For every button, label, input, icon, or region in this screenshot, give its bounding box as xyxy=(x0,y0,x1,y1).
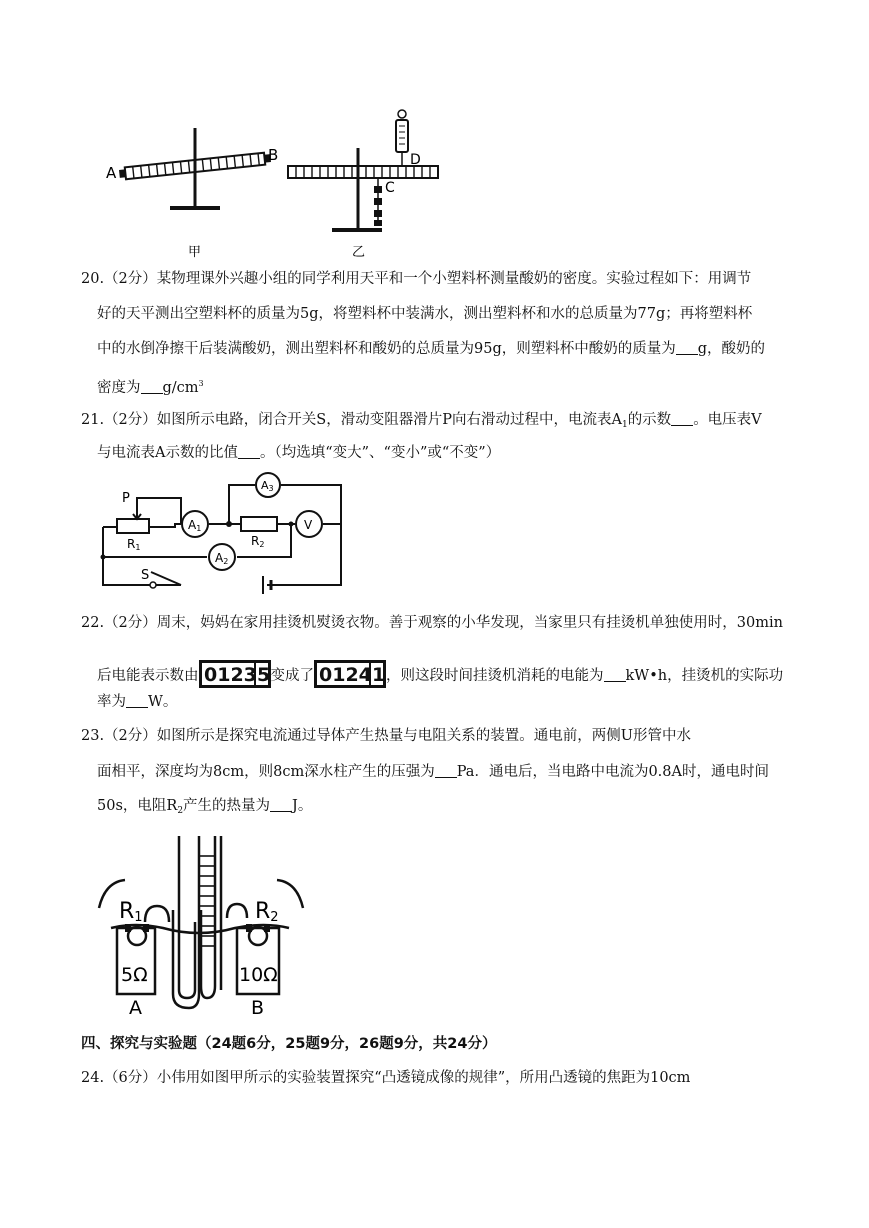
q21-line-2 xyxy=(97,443,500,463)
answer-blank xyxy=(141,379,163,394)
q21-line-1-text: 21.（2分）如图所示电路，闭合开关S，滑动变阻器滑片P向右滑动过程中，电流表A xyxy=(81,412,622,428)
q20-line-4 xyxy=(97,374,204,398)
q21-line-2-text-b: 。（均选填“变大”、“变小”或“不变”） xyxy=(259,445,501,461)
q20-line-3 xyxy=(97,339,765,359)
q20-line-4-text: 密度为 xyxy=(97,380,141,396)
lever-figure xyxy=(100,108,460,268)
density-unit: g/cm xyxy=(162,380,199,396)
meter-reading-after xyxy=(314,660,386,686)
q22-line-3-text: 率为 xyxy=(97,694,126,710)
q20-line-3-text: 中的水倒净擦干后装满酸奶，测出塑料杯和酸奶的总质量为95g，则塑料杯中酸奶的质量为 xyxy=(97,341,676,357)
answer-blank xyxy=(435,763,457,778)
svg-text:0123: 0123 xyxy=(203,664,257,686)
caption-jia: 甲 xyxy=(188,245,202,260)
u-tube-figure xyxy=(95,826,310,1021)
q23-line-2-text: 面相平，深度均为8cm，则8cm深水柱产生的压强为 xyxy=(97,764,435,780)
q22-line-2-text: 后电能表示数由 xyxy=(97,668,199,684)
answer-blank xyxy=(270,797,292,812)
q22-line-2-text-d: kW•h，挂烫机的实际功 xyxy=(625,668,784,684)
q22-line-1: 22.（2分）周末，妈妈在家用挂烫机熨烫衣物。善于观察的小华发现，当家里只有挂烫机单独使用时，30min xyxy=(81,615,783,631)
q23-line-1: 23.（2分）如图所示是探究电流通过导体产生热量与电阻关系的装置。通电前，两侧U形管中水 xyxy=(81,728,692,744)
q21-line-1-text-b: 的示数 xyxy=(627,412,672,428)
q20-line-3-text-end: g，酸奶的 xyxy=(697,341,766,357)
a1-label: A1 xyxy=(188,518,202,533)
q23-line-3-text-b: 产生的热量为 xyxy=(183,798,271,814)
answer-blank xyxy=(676,340,698,355)
label-b: B xyxy=(268,146,279,164)
q20-line-2: 好的天平测出空塑料杯的质量为5g，将塑料杯中装满水，测出塑料杯和水的总质量为77g；再将塑料杯 xyxy=(97,306,753,322)
resistance-5-ohm: 5Ω xyxy=(121,964,148,986)
q23-line-2-text-b: Pa．通电后，当电路中电流为0.8A时，通电时间 xyxy=(456,764,769,780)
switch-s-label: S xyxy=(141,568,150,583)
caption-yi: 乙 xyxy=(352,245,366,260)
label-c: C xyxy=(385,180,395,196)
lever-jia xyxy=(106,128,278,260)
r2-label: R2 xyxy=(255,899,279,925)
svg-text:1: 1 xyxy=(372,664,386,686)
q23-line-3-text: 50s，电阻R xyxy=(97,798,178,814)
subscript: 2 xyxy=(177,806,184,816)
answer-blank xyxy=(671,411,693,426)
q22-line-3-text-b: W。 xyxy=(148,694,178,710)
answer-blank xyxy=(604,667,626,682)
label-b: B xyxy=(251,997,265,1019)
q24-line-1: 24.（6分）小伟用如图甲所示的实验装置探究“凸透镜成像的规律”，所用凸透镜的焦距为10cm xyxy=(81,1070,691,1086)
q21-line-1-text-c: 。电压表V xyxy=(693,412,762,428)
subscript: 1 xyxy=(621,420,628,430)
q20-line-1: 20.（2分）某物理课外兴趣小组的同学利用天平和一个小塑料杯测量酸奶的密度。实验过程如下：用调节 xyxy=(81,271,752,287)
q23-line-2 xyxy=(97,762,769,782)
circuit-diagram xyxy=(95,472,355,594)
q21-line-1 xyxy=(81,410,762,435)
label-a: A xyxy=(129,997,142,1019)
svg-text:5: 5 xyxy=(256,664,270,686)
resistance-10-ohm: 10Ω xyxy=(239,964,278,986)
unit-superscript: 3 xyxy=(198,379,204,388)
q22-line-2-text-c: ，则这段时间挂烫机消耗的电能为 xyxy=(386,668,604,684)
q23-line-3 xyxy=(97,796,312,821)
lever-yi xyxy=(288,110,438,260)
q21-line-2-text: 与电流表A示数的比值 xyxy=(97,445,238,461)
svg-text:0124: 0124 xyxy=(319,664,372,686)
section-heading: 四、探究与实验题（24题6分，25题9分，26题9分，共24分） xyxy=(81,1036,497,1052)
r1-label: R1 xyxy=(127,537,141,552)
a3-label: A3 xyxy=(261,479,274,493)
answer-blank xyxy=(126,693,148,708)
slider-p-label: P xyxy=(122,491,130,506)
v-label: V xyxy=(304,518,313,532)
q22-line-3 xyxy=(97,692,177,712)
q22-line-2 xyxy=(97,654,783,686)
label-a: A xyxy=(106,164,117,182)
meter-reading-before xyxy=(199,660,271,686)
label-d: D xyxy=(410,152,421,168)
q22-line-2-text-b: 变成了 xyxy=(270,668,314,684)
q23-line-3-text-c: J。 xyxy=(292,798,313,814)
r2-label: R2 xyxy=(251,534,265,549)
answer-blank xyxy=(238,444,260,459)
r1-label: R1 xyxy=(119,899,143,925)
a2-label: A2 xyxy=(215,551,229,566)
